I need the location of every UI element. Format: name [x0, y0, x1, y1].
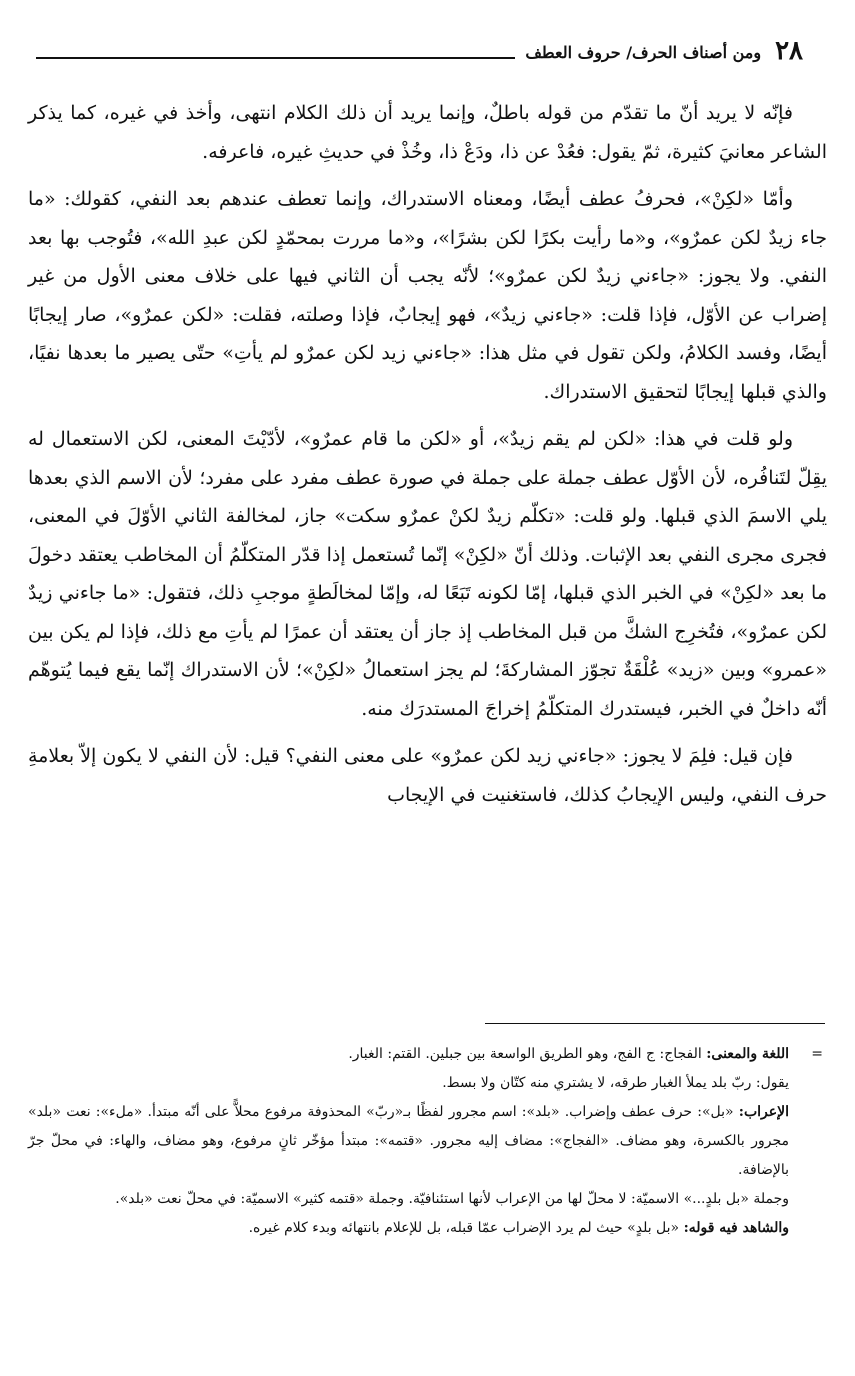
page-number: ٢٨ [775, 36, 803, 66]
paragraph: ولو قلت في هذا: «لكن لم يقم زيدٌ»، أو «لكن ما قام عمرٌو»، لأدّيْتَ المعنى، لكن الاستعمال له يقِلّ لتَنافُره، لأن الأوّل عطف جملة على جملة في صورة عطف مفرد على مفرد؛ لأن الاسم الذي بعدها يلي الاسمَ الذي قبلها. ولو قلت: «تكلّم زيدٌ لكنْ عمرٌو سكت» جاز، لمخالفة الثاني الأوّلَ في المعنى، فجرى مجرى النفي بعد الإثبات. وذلك أنّ «لكِنْ» إنّما تُستعمل إذا قدّر المتكلّمُ أن المخاطب يعتقد دخولَ ما بعد «لكِنْ» في الخبر الذي قبلها، إمّا لكونه تَبَعًا له، وإمّا لمخالَطةٍ موجبِ ذلك، فتقول: «ما جاءني زيدٌ لكن عمرٌو»، فتُخرِج الشكَّ من قبل المخاطب إذ جاز أن يعتقد أن عمرًا لم يأتِ مع ذلك، فإذا لم يكن بين «عمرو» وبين «زيد» عُلْقَةٌ تجوّز المشاركةَ؛ لم يجز استعمالُ «لكِنْ»؛ لأن الاستدراك إنّما يقع فيما يُتوهّم أنّه داخلٌ في الخبر، فيستدرك المتكلّمُ إخراجَ المستدرَك منه. [28, 428, 827, 720]
footnote-line [28, 1214, 789, 1243]
footnote-text: «بل»: حرف عطف وإضراب. «بلد»: اسم مجرور لفظًا بـ«ربّ» المحذوفة مرفوع محلاًّ على أنّه مبتدأ. «ملء»: نعت «بلد» مجرور بالكسرة، وهو مضاف. «الفجاج»: مضاف إليه مجرور. «قتمه»: مبتدأ مؤخّر ثانٍ مرفوع، وهو مضاف، والهاء: في محلّ جرّ بالإضافة. [28, 1104, 789, 1178]
footnote-line [28, 1040, 789, 1069]
footnote-label: اللغة والمعنى: [706, 1046, 789, 1062]
footnote-text: الفجاج: ج الفج، وهو الطريق الواسعة بين جبلين. القتم: الغبار. [348, 1046, 707, 1062]
paragraph: فإن قيل: فلِمَ لا يجوز: «جاءني زيد لكن عمرٌو» على معنى النفي؟ قيل: لأن النفي لا يكون إلاّ بعلامةِ حرف النفي، وليس الإيجابُ كذلك، فاستغنيت في الإيجاب [28, 745, 827, 806]
running-title: ومن أصناف الحرف/ حروف العطف [525, 43, 762, 62]
paragraph: وأمّا «لكِنْ»، فحرفُ عطف أيضًا، ومعناه الاستدراك، وإنما تعطف عندهم بعد النفي، كقولك: «ما جاء زيدٌ لكن عمرٌو»، و«ما رأيت بكرًا لكن بشرًا»، و«ما مررت بمحمّدٍ لكن عبدِ الله»، فتُوجب بها بعد النفي. ولا يجوز: «جاءني زيدٌ لكن عمرٌو»؛ لأنّه يجب أن الثاني فيها على خلاف معنى الأول من غير إضراب عن الأوّل، فإذا قلت: «جاءني زيدٌ»، فهو إيجابٌ، فإذا وصلته، فقلت: «لكن عمرٌو»، صار إيجابًا أيضًا، وفسد الكلامُ، ولكن تقول في مثل هذا: «جاءني زيد لكن عمرٌو لم يأتِ» حتّى يصير ما بعدها نفيًا، والذي قبلها إيجابًا لتحقيق الاستدراك. [28, 188, 827, 403]
footnote-text: «بل بلدٍ» حيث لم يرد الإضراب عمّا قبله، بل للإعلام بانتهائه وبدء كلام غيره. [248, 1220, 684, 1236]
footnote-label: الإعراب: [738, 1104, 789, 1120]
header-rule [36, 57, 515, 59]
footnote-text: يقول: ربّ بلد يملأ الغبار طرقه، لا يشتري منه كتّان ولا بسط. [442, 1075, 789, 1091]
footnote-divider [485, 1023, 825, 1024]
footnote-line [28, 1185, 789, 1214]
footnote-label: والشاهد فيه قوله: [683, 1220, 789, 1236]
paragraph: فإنّه لا يريد أنّ ما تقدّم من قوله باطلٌ، وإنما يريد أن ذلك الكلام انتهى، وأخذ في غيره، كما يذكر الشاعر معانيَ كثيرة، ثمّ يقول: فعُدْ عن ذا، ودَعْ ذا، وخُذْ في حديثِ غيره، فاعرفه. [28, 102, 827, 163]
footnotes [28, 1040, 789, 1243]
footnote-line [28, 1098, 789, 1185]
footnote-line [28, 1069, 789, 1098]
footnote-text: وجملة «بل بلدٍ...» الاسميّة: لا محلّ لها من الإعراب لأنها استئنافيّة. وجملة «قتمه كثير» الاسميّة: في محلّ نعت «بلد». [115, 1191, 789, 1207]
main-text [28, 94, 827, 823]
page-header [24, 34, 803, 68]
footnote-continuation-marker: = [811, 1046, 823, 1062]
